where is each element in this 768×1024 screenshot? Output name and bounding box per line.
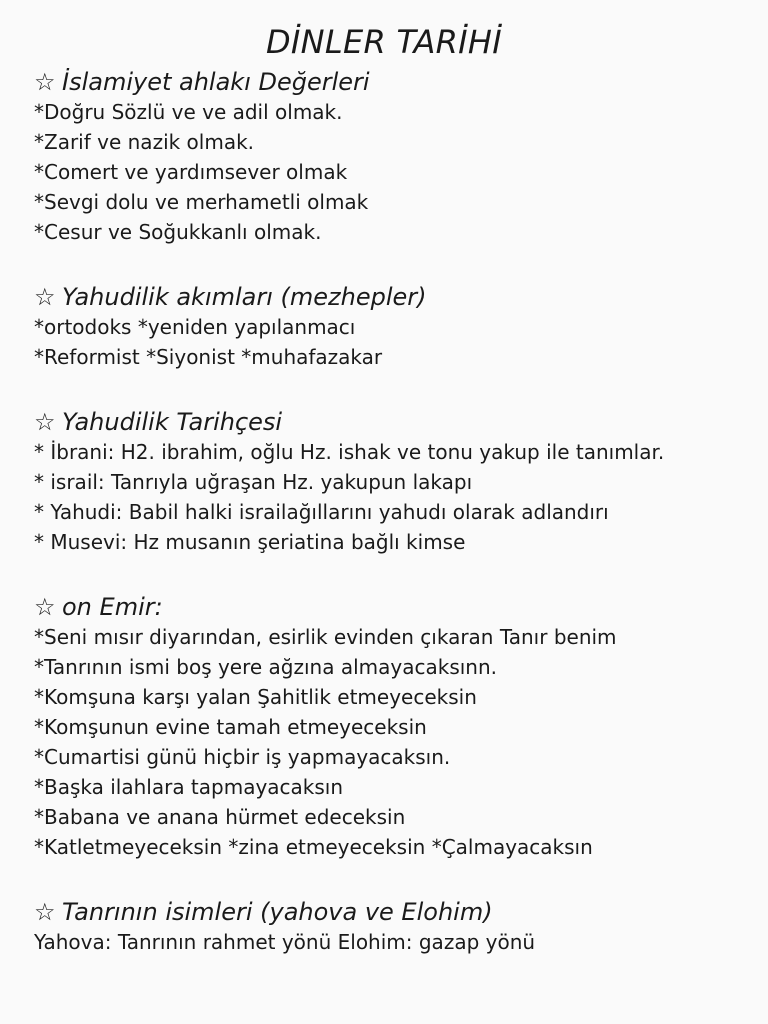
list-item: *Comert ve yardımsever olmak bbox=[34, 160, 348, 184]
section-yahudilik-akimlari bbox=[34, 282, 754, 372]
list-item: *Cesur ve Soğukkanlı olmak. bbox=[34, 220, 322, 244]
star-icon: ☆ bbox=[34, 593, 56, 621]
list-item: *Komşuna karşı yalan Şahitlik etmeyeceksin bbox=[34, 685, 477, 709]
section-heading bbox=[34, 67, 754, 97]
list-item: * Musevi: Hz musanın şeriatina bağlı kimse bbox=[34, 530, 466, 554]
section-heading bbox=[34, 592, 754, 622]
list-item: * İbrani: H2. ibrahim, oğlu Hz. ishak ve tonu yakup ile tanımlar. bbox=[34, 440, 665, 464]
section-yahudilik-tarihcesi bbox=[34, 407, 754, 557]
section-islamiyet-ahlaki bbox=[34, 67, 754, 247]
list-item: * israil: Tanrıyla uğraşan Hz. yakupun lakapı bbox=[34, 470, 473, 494]
section-heading-text: on Emir: bbox=[62, 593, 163, 621]
star-icon: ☆ bbox=[34, 283, 56, 311]
section-heading bbox=[34, 282, 754, 312]
section-heading-text: Yahudilik Tarihçesi bbox=[62, 408, 283, 436]
section-on-emir bbox=[34, 592, 754, 862]
star-icon: ☆ bbox=[34, 68, 56, 96]
list-item: *Sevgi dolu ve merhametli olmak bbox=[34, 190, 369, 214]
list-item: *Zarif ve nazik olmak. bbox=[34, 130, 255, 154]
section-heading-text: İslamiyet ahlakı Değerleri bbox=[62, 68, 370, 96]
list-item: *Reformist *Siyonist *muhafazakar bbox=[34, 345, 383, 369]
section-heading-text: Tanrının isimleri (yahova ve Elohim) bbox=[62, 898, 493, 926]
section-heading-text: Yahudilik akımları (mezhepler) bbox=[62, 283, 427, 311]
list-item: Yahova: Tanrının rahmet yönü Elohim: gazap yönü bbox=[34, 930, 536, 954]
section-tanrinin-isimleri bbox=[34, 897, 754, 957]
list-item: *Komşunun evine tamah etmeyeceksin bbox=[34, 715, 427, 739]
section-heading bbox=[34, 897, 754, 927]
list-item: *Seni mısır diyarından, esirlik evinden çıkaran Tanır benim bbox=[34, 625, 617, 649]
section-heading bbox=[34, 407, 754, 437]
star-icon: ☆ bbox=[34, 898, 56, 926]
list-item: *ortodoks *yeniden yapılanmacı bbox=[34, 315, 356, 339]
list-item: *Katletmeyeceksin *zina etmeyeceksin *Çalmayacaksın bbox=[34, 835, 593, 859]
list-item: * Yahudi: Babil halki israilağıllarını yahudı olarak adlandırı bbox=[34, 500, 609, 524]
list-item: *Tanrının ismi boş yere ağzına almayacaksınn. bbox=[34, 655, 498, 679]
page-title: DİNLER TARİHİ bbox=[265, 23, 503, 61]
list-item: *Babana ve anana hürmet edeceksin bbox=[34, 805, 406, 829]
star-icon: ☆ bbox=[34, 408, 56, 436]
list-item: *Doğru Sözlü ve ve adil olmak. bbox=[34, 100, 343, 124]
list-item: *Cumartisi günü hiçbir iş yapmayacaksın. bbox=[34, 745, 451, 769]
list-item: *Başka ilahlara tapmayacaksın bbox=[34, 775, 344, 799]
